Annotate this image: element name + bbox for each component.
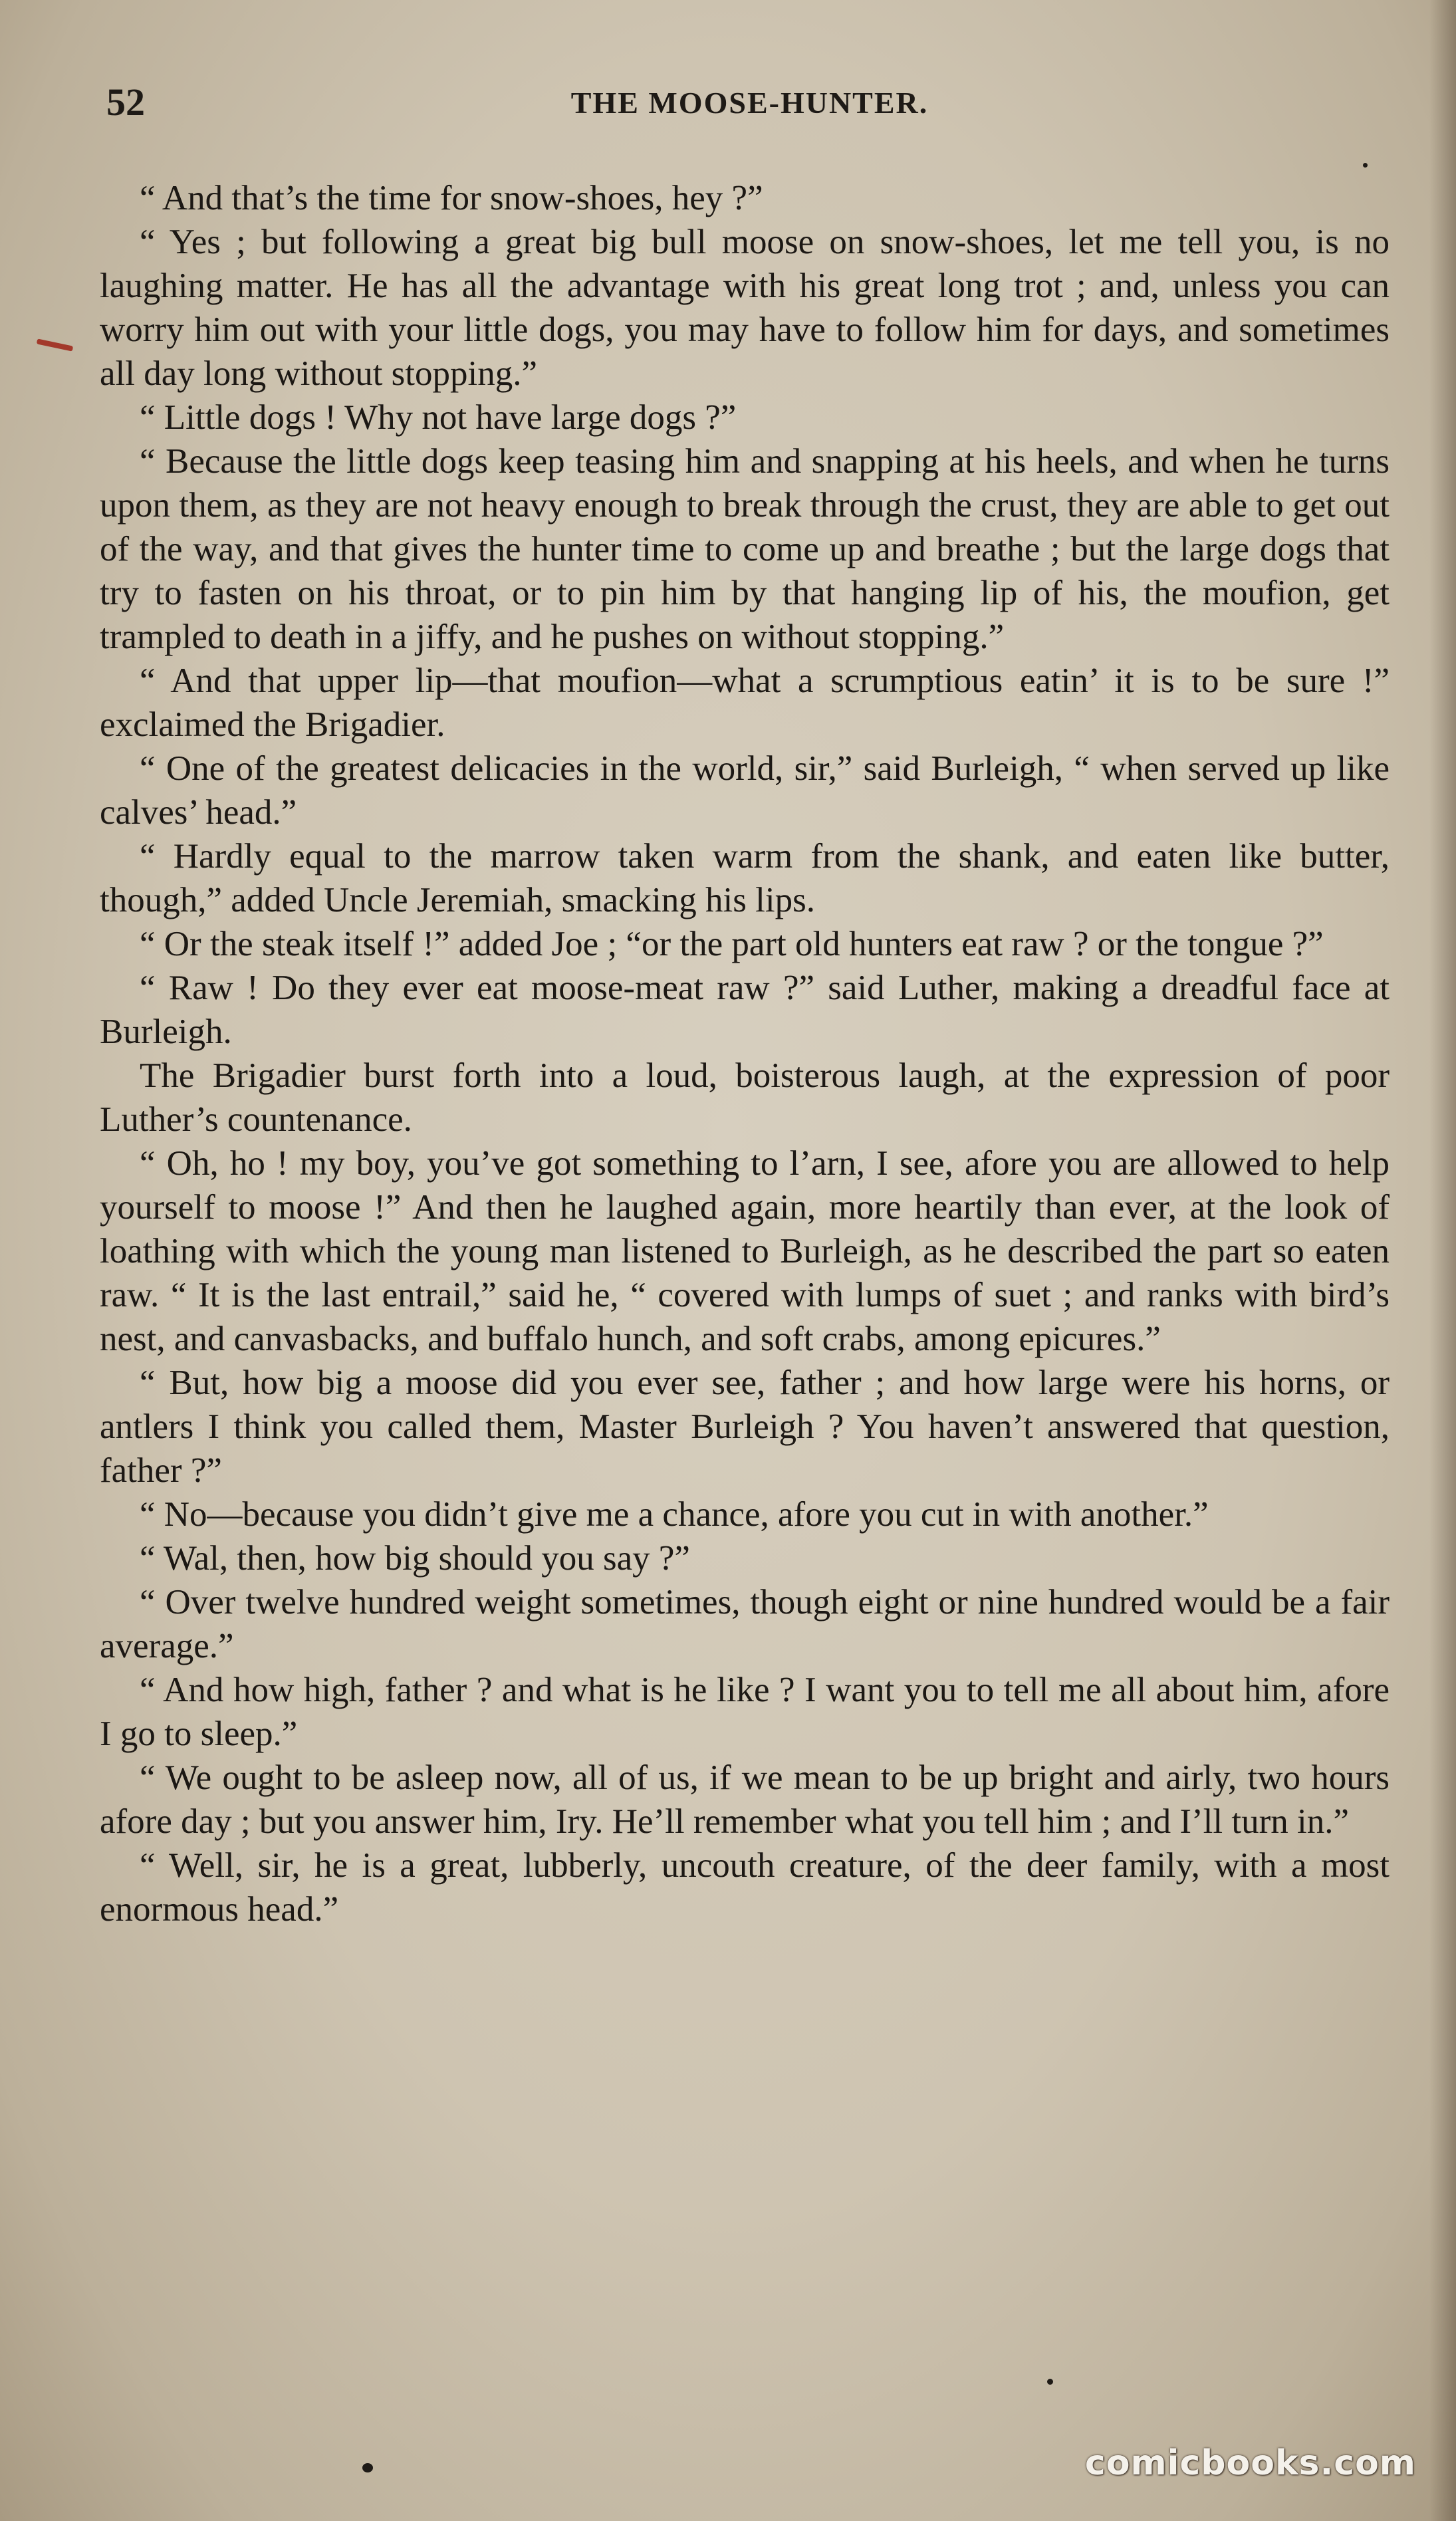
- paragraph: “ And how high, father ? and what is he like ? I want you to tell me all about him, afore I go to sleep.”: [100, 1671, 1390, 1753]
- red-margin-mark: [37, 338, 73, 351]
- paragraph: “ Wal, then, how big should you say ?”: [140, 1539, 690, 1578]
- paragraph: “ Raw ! Do they ever eat moose-meat raw ?” said Luther, making a dreadful face at Burleigh.: [100, 969, 1390, 1051]
- paragraph: “ And that upper lip—that moufion—what a scrumptious eatin’ it is to be sure !” exclaimed the Brigadier.: [100, 661, 1390, 744]
- paragraph: “ Oh, ho ! my boy, you’ve got something to l’arn, I see, afore you are allowed to help yourself to moose !” And then he laughed again, more heartily than ever, at the look of loathing with which the young man listened to Burleigh, as he described the part so eaten raw. “ It is the last entrail,” said he, “ covered with lumps of suet ; and ranks with bird’s nest, and canvasbacks, and buffalo hunch, and soft crabs, among epicures.”: [100, 1144, 1390, 1358]
- paragraph: “ And that’s the time for snow-shoes, hey ?”: [140, 179, 763, 217]
- page-number: 52: [106, 80, 145, 124]
- paragraph: “ Yes ; but following a great big bull moose on snow-shoes, let me tell you, is no laughing matter. He has all the advantage with his great long trot ; and, unless you can worry him out with your little dogs, you may have to follow him for days, and sometimes all day long without stopping.”: [100, 223, 1390, 393]
- paragraph: “ Because the little dogs keep teasing him and snapping at his heels, and when he turns upon them, as they are not heavy enough to break through the crust, they are able to get out of the way, and that gives the hunter time to come up and breathe ; but the large dogs that try to fasten on his throat, or to pin him by that hanging lip of his, the moufion, get trampled to death in a jiffy, and he pushes on without stopping.”: [100, 442, 1390, 656]
- paragraph: “ Hardly equal to the marrow taken warm from the shank, and eaten like butter, though,” added Uncle Jeremiah, smacking his lips.: [100, 837, 1390, 919]
- running-title: THE MOOSE-HUNTER.: [570, 86, 929, 120]
- ink-speck: [362, 2463, 373, 2472]
- paragraph: “ Little dogs ! Why not have large dogs ?”: [140, 398, 737, 437]
- ink-speck: [1047, 2379, 1053, 2385]
- watermark-text: comicbooks.com: [1084, 2443, 1416, 2483]
- page-edge-shadow: [1429, 0, 1456, 2521]
- page-header: [106, 80, 1393, 140]
- paragraph: “ But, how big a moose did you ever see, father ; and how large were his horns, or antlers I think you called them, Master Burleigh ? You haven’t answered that question, father ?”: [100, 1364, 1390, 1490]
- paragraph: “ Well, sir, he is a great, lubberly, uncouth creature, of the deer family, with a most enormous head.”: [100, 1846, 1390, 1929]
- paragraph: “ No—because you didn’t give me a chance, afore you cut in with another.”: [140, 1495, 1209, 1534]
- paragraph: The Brigadier burst forth into a loud, boisterous laugh, at the expression of poor Luther’s countenance.: [100, 1056, 1390, 1139]
- paragraph: “ We ought to be asleep now, all of us, if we mean to be up bright and airly, two hours afore day ; but you answer him, Iry. He’ll remember what you tell him ; and I’ll turn in.”: [100, 1758, 1390, 1841]
- ink-speck: [1363, 163, 1368, 168]
- paragraph: “ One of the greatest delicacies in the world, sir,” said Burleigh, “ when served up like calves’ head.”: [100, 749, 1390, 832]
- body-text: [100, 176, 1390, 1931]
- paragraph: “ Or the steak itself !” added Joe ; “or the part old hunters eat raw ? or the tongue ?”: [140, 925, 1324, 963]
- paragraph: “ Over twelve hundred weight sometimes, though eight or nine hundred would be a fair average.”: [100, 1583, 1390, 1665]
